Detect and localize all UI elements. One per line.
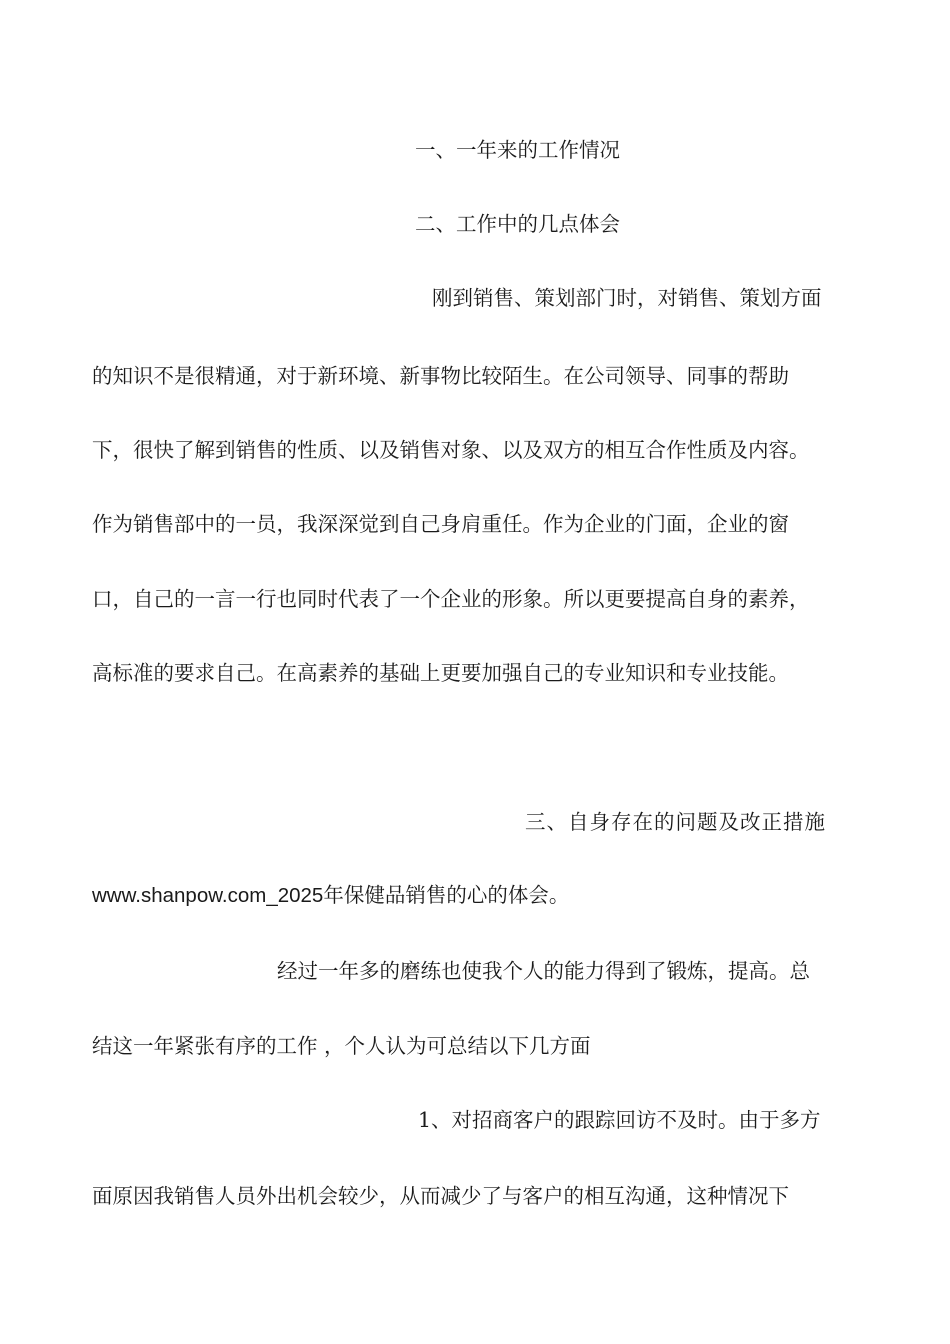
section-heading-1: 一、一年来的工作情况: [415, 138, 620, 162]
source-url-line: www.shanpow.com_2025年保健品销售的心的体会。: [92, 884, 570, 907]
paragraph-line: 下，很快了解到销售的性质、以及销售对象、以及双方的相互合作性质及内容。: [92, 438, 810, 462]
section-heading-2: 二、工作中的几点体会: [415, 212, 620, 236]
section-heading-3: 三、自身存在的问题及改正措施: [525, 810, 826, 834]
paragraph-line: 高标准的要求自己。在高素养的基础上更要加强自己的专业知识和专业技能。: [92, 661, 789, 685]
paragraph-line: 1、对招商客户的跟踪回访不及时。由于多方: [418, 1108, 821, 1132]
paragraph-line: 口，自己的一言一行也同时代表了一个企业的形象。所以更要提高自身的素养，: [92, 587, 810, 611]
paragraph-line: 刚到销售、策划部门时，对销售、策划方面: [432, 286, 822, 310]
paragraph-line: 结这一年紧张有序的工作 ，个人认为可总结以下几方面: [92, 1034, 591, 1058]
paragraph-line: 经过一年多的磨练也使我个人的能力得到了锻炼，提高。总: [277, 959, 810, 983]
paragraph-line: 的知识不是很精通，对于新环境、新事物比较陌生。在公司领导、同事的帮助: [92, 364, 789, 388]
paragraph-line: 作为销售部中的一员，我深深觉到自己身肩重任。作为企业的门面，企业的窗: [92, 512, 789, 536]
paragraph-line: 面原因我销售人员外出机会较少，从而减少了与客户的相互沟通，这种情况下: [92, 1184, 789, 1208]
